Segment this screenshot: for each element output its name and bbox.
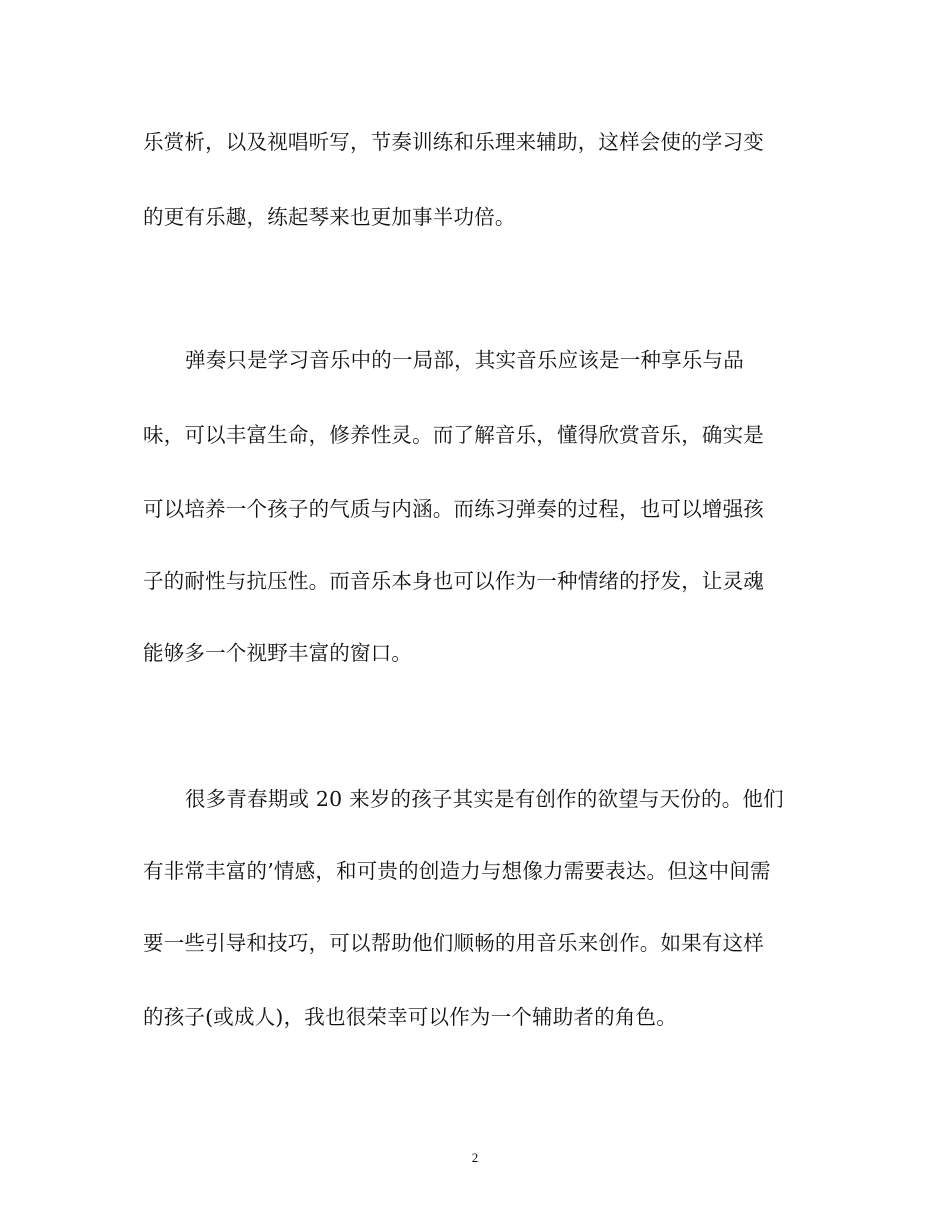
paragraph-2-line-5: 能够多一个视野丰富的窗口。 — [143, 641, 413, 665]
paragraph-3-line-4: 的孩子(或成人)，我也很荣幸可以作为一个辅助者的角色。 — [143, 1005, 677, 1029]
paragraph-3-line-2: 有非常丰富的’情感，和可贵的创造力与想像力需要表达。但这中间需 — [143, 859, 771, 883]
paragraph-2-line-1: 弹奏只是学习音乐中的一局部，其实音乐应该是一种享乐与品 — [185, 348, 744, 372]
paragraph-3-line-1: 很多青春期或 20 来岁的孩子其实是有创作的欲望与天份的。他们 — [185, 787, 784, 811]
paragraph-1-line-1: 乐赏析，以及视唱听写，节奏训练和乐理来辅助，这样会使的学习变 — [143, 130, 764, 154]
paragraph-2-line-3: 可以培养一个孩子的气质与内涵。而练习弹奏的过程，也可以增强孩 — [143, 497, 764, 521]
paragraph-2-line-4: 子的耐性与抗压性。而音乐本身也可以作为一种情绪的抒发，让灵魂 — [143, 569, 764, 593]
paragraph-3-line-3: 要一些引导和技巧，可以帮助他们顺畅的用音乐来创作。如果有这样 — [143, 931, 764, 955]
paragraph-1-line-2: 的更有乐趣，练起琴来也更加事半功倍。 — [143, 205, 516, 229]
page-number: 2 — [471, 1150, 479, 1165]
paragraph-2-line-2: 味，可以丰富生命，修养性灵。而了解音乐，懂得欣赏音乐，确实是 — [143, 423, 764, 447]
